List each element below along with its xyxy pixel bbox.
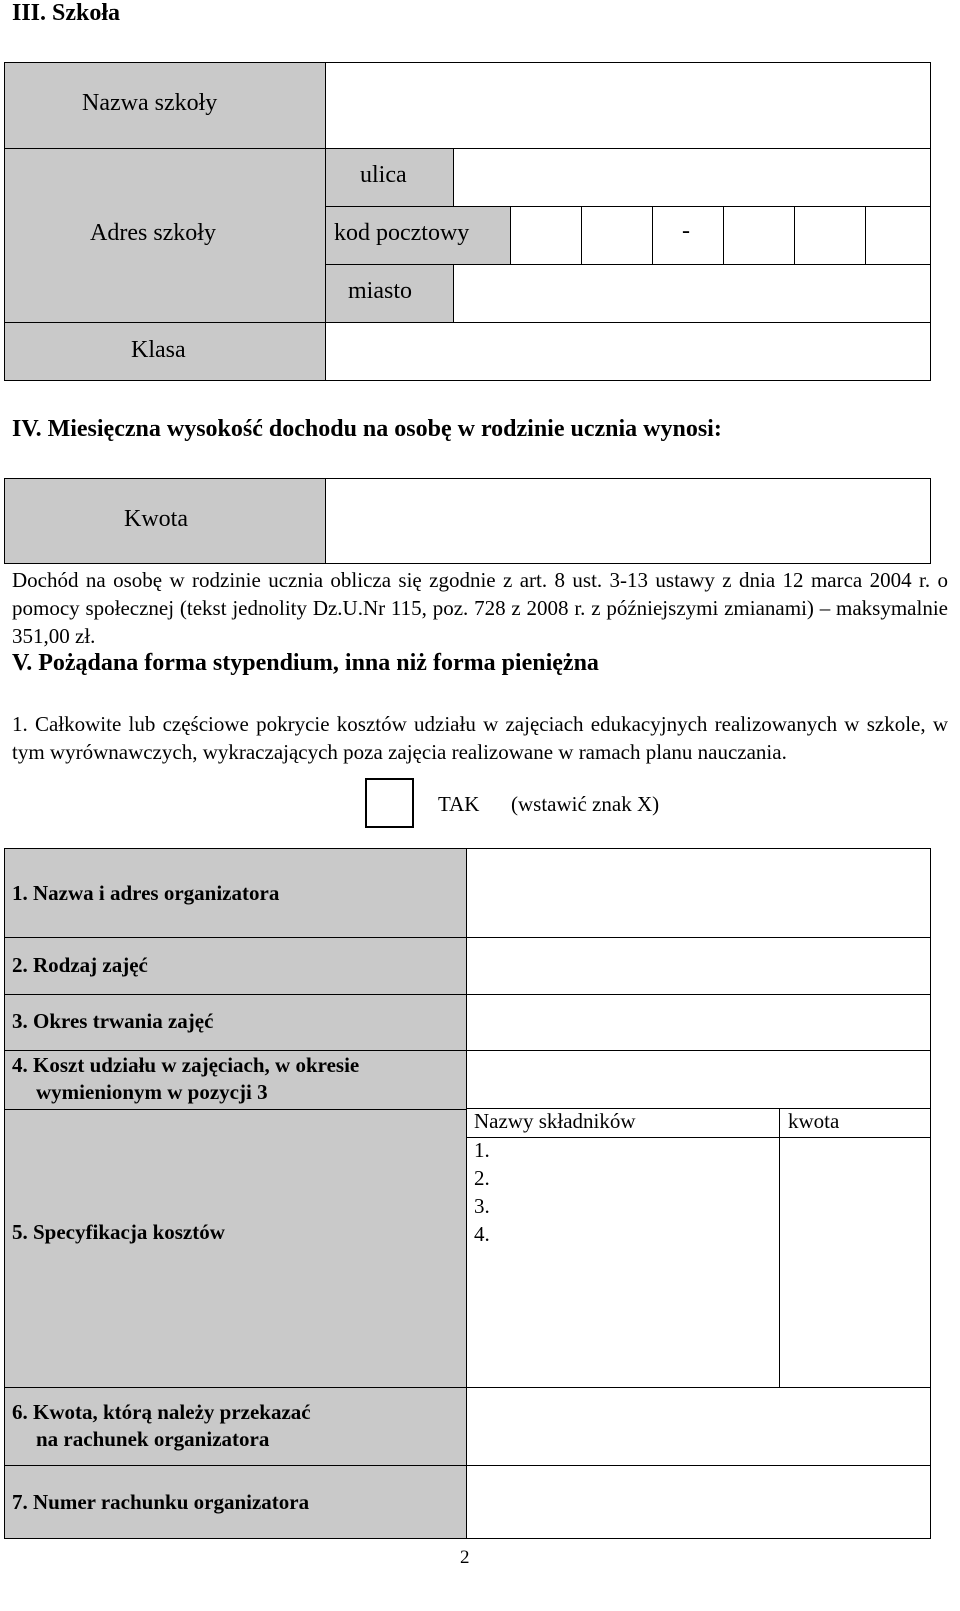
amount-field[interactable] — [325, 478, 931, 564]
income-note: Dochód na osobę w rodzinie ucznia oblicza się zgodnie z art. 8 ust. 3-13 ustawy z dnia 12 marca 2004 r. o pomocy społecznej (tekst jednolity Dz.U.Nr 115, poz. 728 z 2008 r. z późniejszymi zmianami) – maksymalnie 351,00 zł. — [12, 568, 948, 648]
section-4-heading: IV. Miesięczna wysokość dochodu na osobę w rodzinie ucznia wynosi: — [12, 416, 722, 442]
class-field[interactable] — [325, 322, 931, 381]
duration-field[interactable] — [467, 995, 930, 1050]
amount-label: Kwota — [124, 506, 188, 532]
activity-type-field[interactable] — [467, 938, 930, 994]
section-5-heading: V. Pożądana forma stypendium, inna niż forma pieniężna — [12, 650, 599, 676]
organizer-label: 1. Nazwa i adres organizatora — [12, 881, 280, 905]
spec-amount-field[interactable] — [781, 1139, 929, 1384]
city-field[interactable] — [453, 264, 931, 323]
activity-type-label: 2. Rodzaj zajęć — [12, 953, 148, 977]
transfer-amount-field[interactable] — [467, 1388, 930, 1465]
postal-code-label: kod pocztowy — [334, 220, 470, 246]
school-name-label: Nazwa szkoły — [82, 90, 218, 116]
spec-item-2: 2. — [474, 1166, 490, 1190]
cost-label-line-2: wymienionym w pozycji 3 — [36, 1080, 268, 1104]
tak-label: TAK — [438, 792, 480, 816]
tak-checkbox[interactable] — [365, 778, 414, 828]
account-label: 7. Numer rachunku organizatora — [12, 1490, 310, 1514]
street-field[interactable] — [453, 148, 931, 207]
spec-components-field[interactable] — [517, 1139, 772, 1384]
class-label: Klasa — [131, 337, 186, 363]
city-label: miasto — [348, 278, 412, 304]
spec-item-3: 3. — [474, 1194, 490, 1218]
transfer-label-line-1: 6. Kwota, którą należy przekazać — [12, 1400, 311, 1424]
street-label: ulica — [360, 162, 407, 188]
postal-digit-3[interactable] — [723, 206, 795, 265]
postal-digit-2[interactable] — [581, 206, 653, 265]
postal-digit-1[interactable] — [510, 206, 582, 265]
school-name-field[interactable] — [325, 62, 931, 149]
cost-label-line-1: 4. Koszt udziału w zajęciach, w okresie — [12, 1053, 360, 1077]
spec-col-amount: kwota — [788, 1109, 840, 1133]
duration-label: 3. Okres trwania zajęć — [12, 1009, 214, 1033]
section-3-heading: III. Szkoła — [12, 0, 121, 26]
postal-separator: - — [682, 218, 690, 244]
school-address-label: Adres szkoły — [90, 220, 216, 246]
spec-item-4: 4. — [474, 1222, 490, 1246]
checkbox-hint: (wstawić znak X) — [511, 792, 660, 816]
spec-item-1: 1. — [474, 1138, 490, 1162]
cost-field[interactable] — [467, 1051, 930, 1107]
transfer-label-line-2: na rachunek organizatora — [36, 1427, 270, 1451]
page-number: 2 — [460, 1547, 470, 1568]
account-field[interactable] — [467, 1466, 930, 1538]
item-1-text: 1. Całkowite lub częściowe pokrycie kosztów udziału w zajęciach edukacyjnych realizowanych w szkole, w tym wyrównawczych, wykraczających poza zajęcia realizowane w ramach planu nauczania. — [12, 712, 948, 764]
spec-label: 5. Specyfikacja kosztów — [12, 1220, 225, 1244]
organizer-field[interactable] — [467, 849, 930, 937]
spec-col-components: Nazwy składników — [474, 1109, 636, 1133]
postal-digit-4[interactable] — [794, 206, 866, 265]
postal-digit-5[interactable] — [865, 206, 931, 265]
